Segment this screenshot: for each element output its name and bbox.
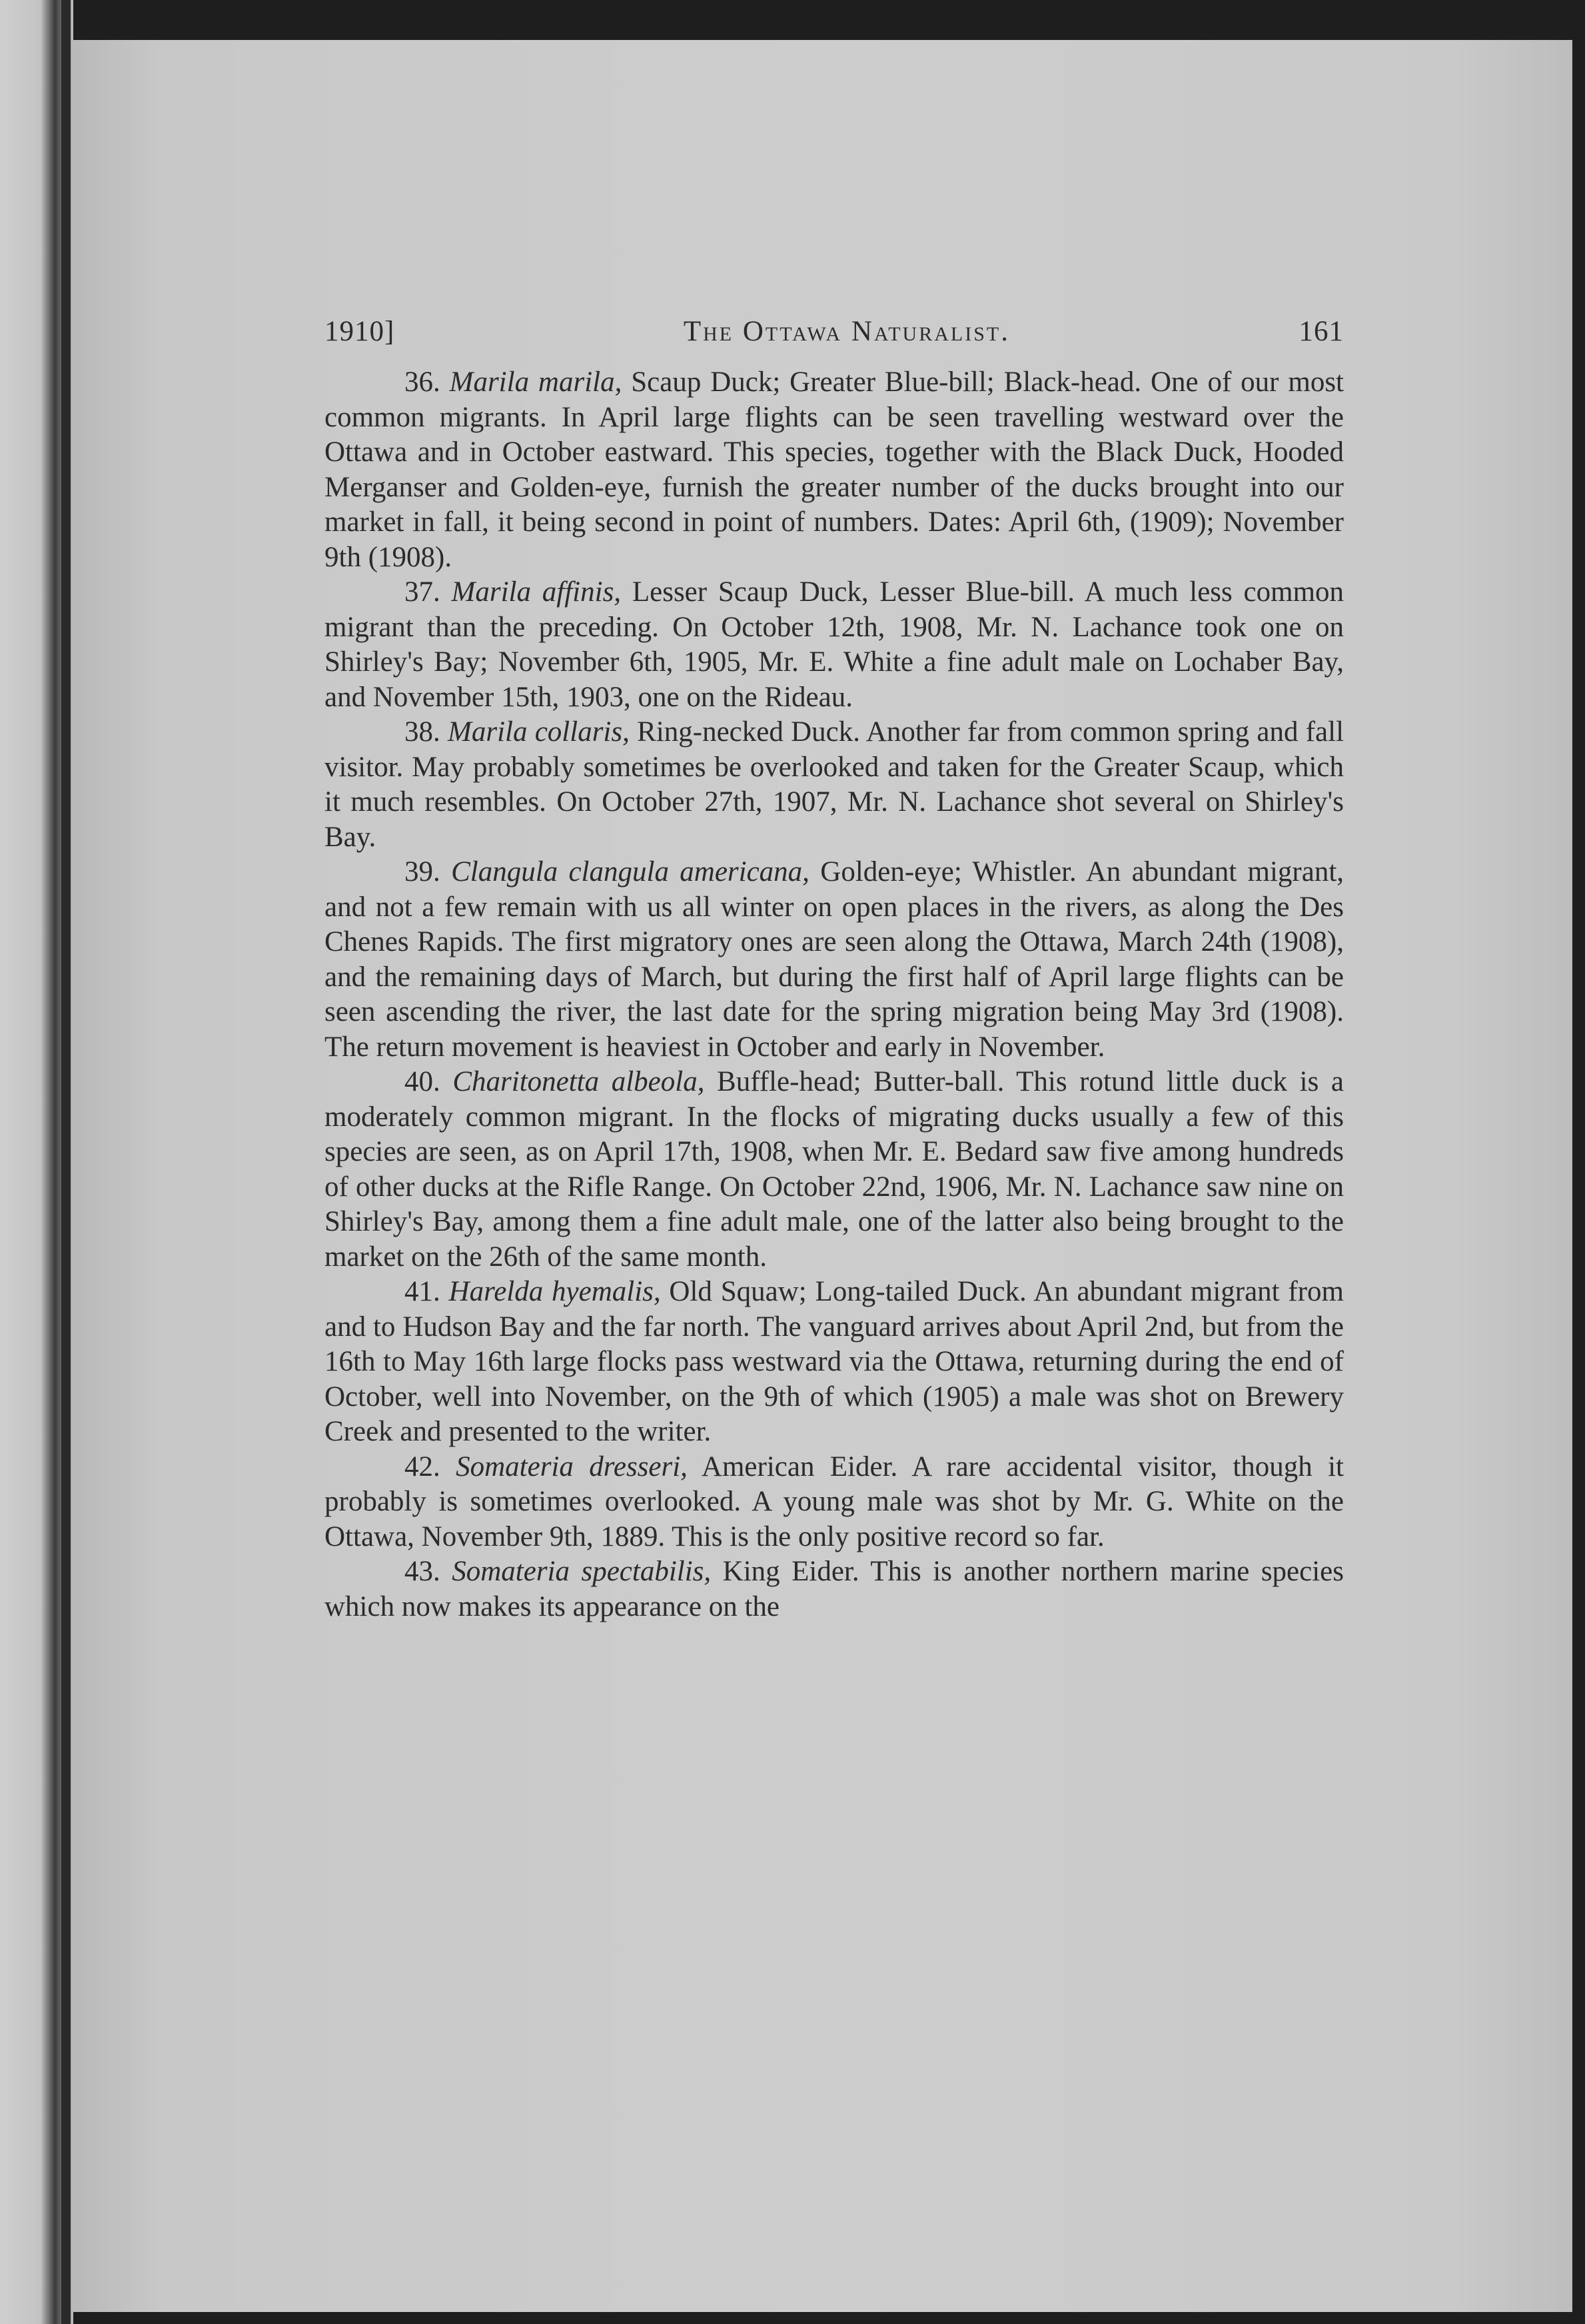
- scientific-name: Marila marila,: [449, 366, 622, 398]
- entry-text: Ring-necked Duck. Another far from common spring and fall visitor. May probably sometimes be overlooked and taken for the Greater Scaup, which it much resembles. On October 27th, 1907, Mr. N. Lachance shot several on Shirley's Bay.: [324, 716, 1344, 853]
- entry-text: Buffle-head; Butter-ball. This rotund little duck is a moderately common migrant. In the flocks of migrating ducks usually a few of this species are seen, as on April 17th, 1908, when Mr. E. Bedard saw five among hundreds of other ducks at the Rifle Range. On October 22nd, 1906, Mr. N. Lachance saw nine on Shirley's Bay, among them a fine adult male, one of the latter also being brought to the market on the 26th of the same month.: [324, 1066, 1344, 1273]
- scientific-name: Somateria dresseri,: [456, 1451, 688, 1482]
- gutter-shadow: [61, 0, 71, 2324]
- species-entry-37: [324, 575, 1344, 715]
- entry-number: 43.: [404, 1556, 440, 1587]
- entry-number: 37.: [404, 576, 440, 608]
- page-text-block: [324, 313, 1344, 1624]
- entry-text: Golden-eye; Whistler. An abundant migrant, and not a few remain with us all winter on open places in the rivers, as along the Des Chenes Rapids. The first migratory ones are seen along the Ottawa, March 24th (1908), and the remaining days of March, but during the first half of April large flights can be seen ascending the river, the last date for the spring migration being May 3rd (1908). The return movement is heaviest in October and early in November.: [324, 856, 1344, 1063]
- running-head: [324, 313, 1344, 350]
- header-year: 1910]: [324, 316, 395, 347]
- entry-text: King Eider. This is another northern marine species which now makes its appearance on the: [324, 1556, 1344, 1622]
- species-entry-40: [324, 1065, 1344, 1275]
- entry-number: 40.: [404, 1066, 440, 1097]
- species-entry-41: [324, 1275, 1344, 1450]
- entry-text: American Eider. A rare accidental visitor, though it probably is sometimes overlooked. A young male was shot by Mr. G. White on the Ottawa, November 9th, 1889. This is the only positive record so far.: [324, 1451, 1344, 1552]
- scientific-name: Somateria spectabilis,: [452, 1556, 712, 1587]
- scientific-name: Harelda hyemalis,: [448, 1276, 661, 1307]
- entry-number: 38.: [404, 716, 440, 748]
- species-entry-43: [324, 1554, 1344, 1624]
- entry-number: 36.: [404, 366, 440, 398]
- scientific-name: Marila affinis,: [451, 576, 622, 608]
- scientific-name: Marila collaris,: [448, 716, 630, 748]
- entry-text: Lesser Scaup Duck, Lesser Blue-bill. A much less common migrant than the preceding. On October 12th, 1908, Mr. N. Lachance took one on Shirley's Bay; November 6th, 1905, Mr. E. White a fine adult male on Lochaber Bay, and November 15th, 1903, one on the Rideau.: [324, 576, 1344, 713]
- scientific-name: Clangula clangula americana,: [451, 856, 809, 887]
- species-entry-36: [324, 365, 1344, 575]
- journal-title: The Ottawa Naturalist.: [683, 316, 1010, 347]
- species-entry-38: [324, 715, 1344, 855]
- entry-text: Scaup Duck; Greater Blue-bill; Black-head. One of our most common migrants. In April large flights can be seen travelling westward over the Ottawa and in October eastward. This species, together with the Black Duck, Hooded Merganser and Golden-eye, furnish the greater number of the ducks brought into our market in fall, it being second in point of numbers. Dates: April 6th, (1909); November 9th (1908).: [324, 366, 1344, 573]
- species-entry-42: [324, 1450, 1344, 1555]
- entry-number: 39.: [404, 856, 440, 887]
- entry-text: Old Squaw; Long-tailed Duck. An abundant migrant from and to Hudson Bay and the far north. The vanguard arrives about April 2nd, but from the 16th to May 16th large flocks pass westward via the Ottawa, returning during the end of October, well into November, on the 9th of which (1905) a male was shot on Brewery Creek and presented to the writer.: [324, 1276, 1344, 1447]
- entry-number: 42.: [404, 1451, 440, 1482]
- entry-number: 41.: [404, 1276, 440, 1307]
- species-entry-39: [324, 855, 1344, 1065]
- scientific-name: Charitonetta albeola,: [452, 1066, 705, 1097]
- page-number: 161: [1299, 316, 1344, 347]
